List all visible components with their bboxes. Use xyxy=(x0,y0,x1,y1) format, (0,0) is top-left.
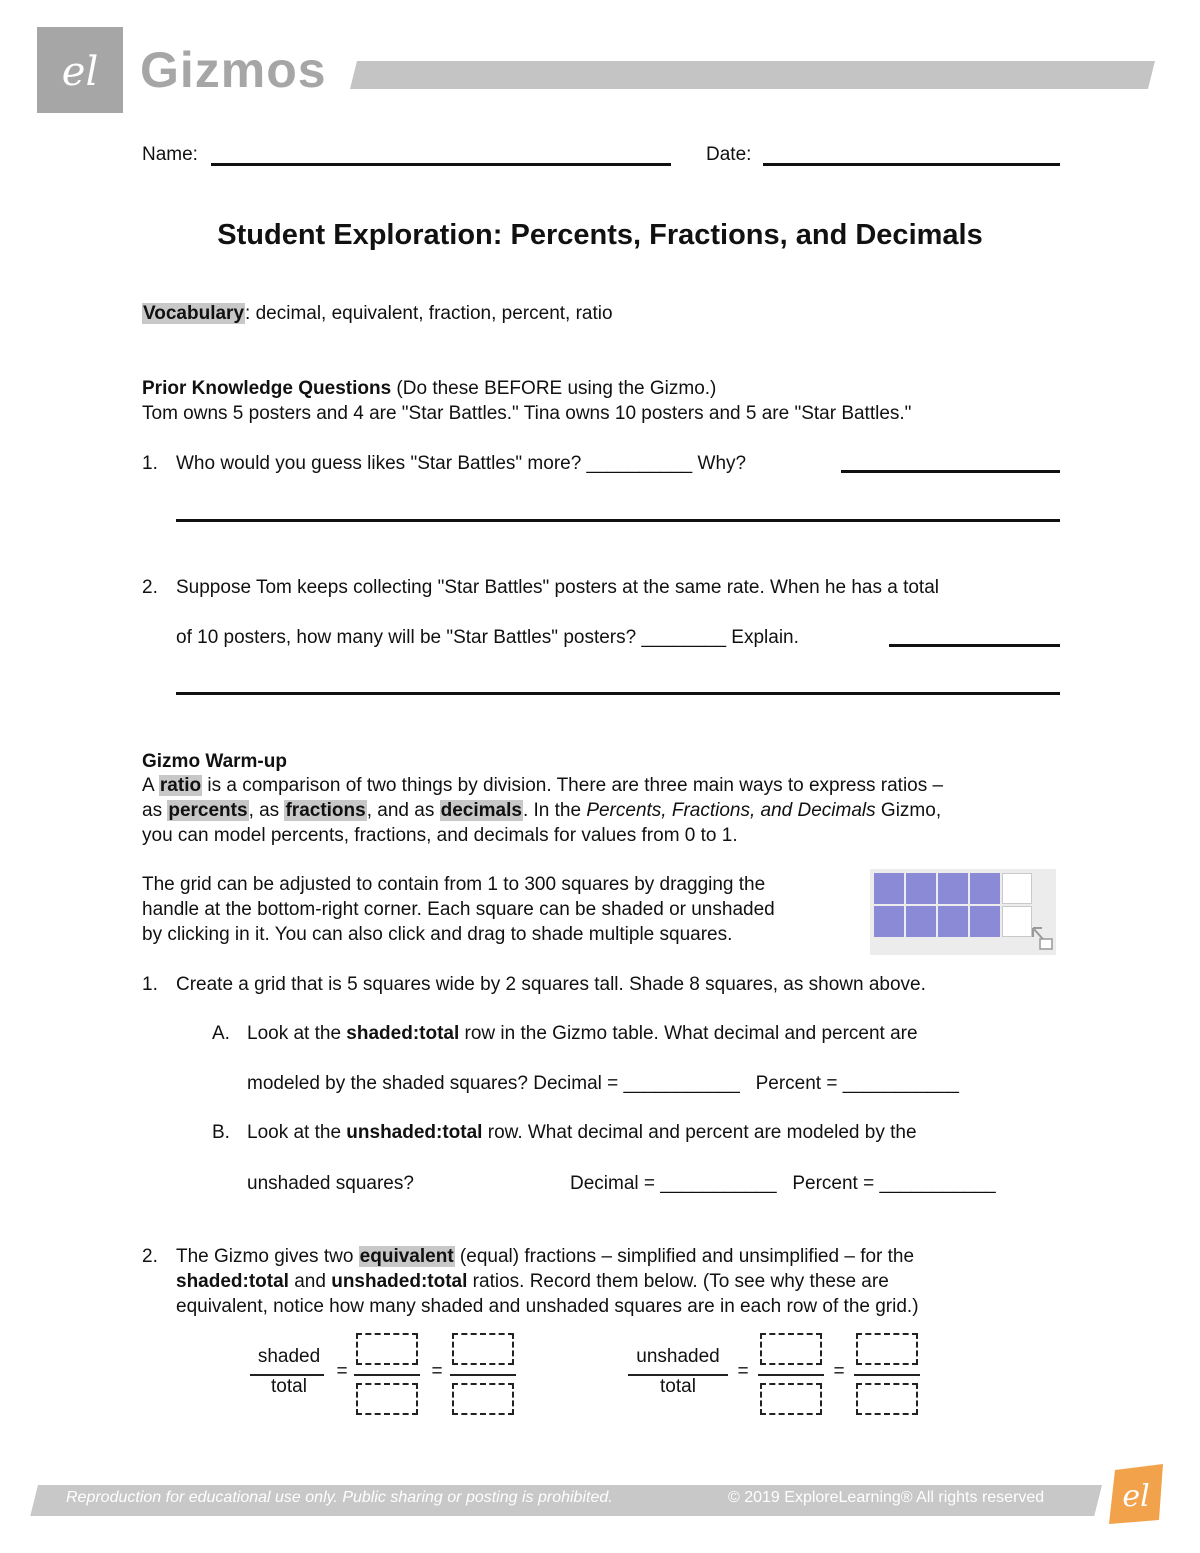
frac-unshaded-denominator: total xyxy=(660,1376,696,1397)
frac-shaded-denominator: total xyxy=(271,1376,307,1397)
fraction-bar xyxy=(450,1374,516,1376)
term-equivalent: equivalent xyxy=(359,1246,454,1267)
frac-unshaded-numerator: unshaded xyxy=(636,1346,720,1367)
wu-qB-letter: B. xyxy=(212,1122,230,1143)
resize-handle-icon xyxy=(1030,925,1054,951)
warmup-p2-line1: The grid can be adjusted to contain from 1 to 300 squares by dragging the xyxy=(142,874,766,895)
prior-knowledge-title: Prior Knowledge Questions xyxy=(142,378,392,399)
wu-qB-line2b: Decimal = ___________ Percent = ___________ xyxy=(570,1173,996,1194)
date-field[interactable] xyxy=(763,163,1060,166)
warmup-p1-line1: A ratio is a comparison of two things by division. There are three main ways to express ratios – xyxy=(142,775,944,796)
wu-q2-line2: shaded:total and unshaded:total ratios. Record them below. (To see why these are xyxy=(176,1271,889,1292)
warmup-heading: Gizmo Warm-up xyxy=(142,751,287,772)
prior-knowledge-heading xyxy=(142,376,716,401)
grid-cell-unshaded xyxy=(1002,906,1032,937)
prior-knowledge-intro: Tom owns 5 posters and 4 are "Star Battles." Tina owns 10 posters and 5 are "Star Battles." xyxy=(142,403,912,424)
term-ratio: ratio xyxy=(159,775,202,796)
answer-box-shaded-den-1[interactable] xyxy=(356,1383,418,1415)
equals-sign: = xyxy=(431,1361,443,1382)
vocabulary-label: Vocabulary xyxy=(143,303,245,324)
grid-cell-shaded xyxy=(874,873,904,904)
gizmo-name: Percents, Fractions, and Decimals xyxy=(586,800,876,821)
answer-box-shaded-num-2[interactable] xyxy=(452,1333,514,1365)
answer-box-unshaded-num-2[interactable] xyxy=(856,1333,918,1365)
wu-qA-letter: A. xyxy=(212,1023,230,1044)
grid-cell-shaded xyxy=(906,906,936,937)
prior-knowledge-note: (Do these BEFORE using the Gizmo.) xyxy=(391,378,717,399)
equals-sign: = xyxy=(833,1361,845,1382)
pk-q2-number: 2. xyxy=(142,577,158,598)
footer-logo-text: el xyxy=(1122,1479,1150,1514)
name-label: Name: xyxy=(142,144,198,165)
frac-shaded-numerator: shaded xyxy=(257,1346,321,1367)
logo-text: el xyxy=(61,49,99,95)
warmup-p2-line3: by clicking in it. You can also click and drag to shade multiple squares. xyxy=(142,924,733,945)
vocabulary-terms: : decimal, equivalent, fraction, percent, ratio xyxy=(245,303,613,324)
footer-notice: Reproduction for educational use only. Public sharing or posting is prohibited. xyxy=(66,1489,613,1506)
fraction-bar xyxy=(854,1374,920,1376)
wu-qB-line1: Look at the unshaded:total row. What decimal and percent are modeled by the xyxy=(247,1122,917,1143)
el-logo-icon xyxy=(37,27,123,113)
term-fractions: fractions xyxy=(285,800,366,821)
warmup-p1-line3: you can model percents, fractions, and decimals for values from 0 to 1. xyxy=(142,825,738,846)
equals-sign: = xyxy=(737,1361,749,1382)
grid-example-figure xyxy=(870,869,1056,955)
answer-box-unshaded-den-2[interactable] xyxy=(856,1383,918,1415)
pk-q1-answer-line[interactable] xyxy=(176,519,1060,522)
explorelearning-logo-icon xyxy=(1105,1462,1169,1526)
grid-cell-shaded xyxy=(906,873,936,904)
fraction-bar xyxy=(354,1374,420,1376)
pk-q2-line2: of 10 posters, how many will be "Star Battles" posters? ________ Explain. xyxy=(176,627,799,648)
warmup-p2-line2: handle at the bottom-right corner. Each square can be shaded or unshaded xyxy=(142,899,775,920)
brand-title: Gizmos xyxy=(140,42,327,98)
wu-qA-line2: modeled by the shaded squares? Decimal = ___________ Percent = ___________ xyxy=(247,1073,959,1094)
wu-q2-line3: equivalent, notice how many shaded and unshaded squares are in each row of the grid.) xyxy=(176,1296,919,1317)
grid-cell-shaded xyxy=(970,906,1000,937)
wu-q2-number: 2. xyxy=(142,1246,158,1267)
date-label: Date: xyxy=(706,144,752,165)
answer-box-unshaded-den-1[interactable] xyxy=(760,1383,822,1415)
footer-copyright: © 2019 ExploreLearning® All rights reserved xyxy=(728,1489,1045,1506)
wu-qB-line2a: unshaded squares? xyxy=(247,1173,414,1194)
pk-q2-explain-field[interactable] xyxy=(889,644,1060,647)
term-decimals: decimals xyxy=(440,800,522,821)
wu-q2-line1: The Gizmo gives two equivalent (equal) fractions – simplified and unsimplified – for the xyxy=(176,1246,915,1267)
grid-cell-shaded xyxy=(874,906,904,937)
equals-sign: = xyxy=(336,1361,348,1382)
answer-box-shaded-num-1[interactable] xyxy=(356,1333,418,1365)
pk-q1-text: Who would you guess likes "Star Battles" more? __________ Why? xyxy=(176,453,747,474)
fraction-bar xyxy=(758,1374,824,1376)
answer-box-shaded-den-2[interactable] xyxy=(452,1383,514,1415)
pk-q2-line1: Suppose Tom keeps collecting "Star Battles" posters at the same rate. When he has a total xyxy=(176,577,939,598)
grid-cell-shaded xyxy=(970,873,1000,904)
term-percents: percents xyxy=(168,800,248,821)
wu-q1-number: 1. xyxy=(142,974,158,995)
vocabulary-line xyxy=(142,301,613,326)
warmup-p1-line2: as percents, as fractions, and as decimals. In the Percents, Fractions, and Decimals Gizmo, xyxy=(142,800,942,821)
gizmos-logo xyxy=(37,27,123,113)
name-field[interactable] xyxy=(211,163,671,166)
wu-qA-line1: Look at the shaded:total row in the Gizmo table. What decimal and percent are xyxy=(247,1023,918,1044)
pk-q2-answer-line[interactable] xyxy=(176,692,1060,695)
page-title: Student Exploration: Percents, Fractions, and Decimals xyxy=(217,219,983,251)
grid-cell-unshaded xyxy=(1002,873,1032,904)
pk-q1-why-field[interactable] xyxy=(841,470,1060,473)
answer-box-unshaded-num-1[interactable] xyxy=(760,1333,822,1365)
grid-cell-shaded xyxy=(938,906,968,937)
grid-cell-shaded xyxy=(938,873,968,904)
pk-q1-number: 1. xyxy=(142,453,158,474)
header-bar xyxy=(350,61,1155,89)
wu-q1-text: Create a grid that is 5 squares wide by 2 squares tall. Shade 8 squares, as shown above. xyxy=(176,974,926,995)
